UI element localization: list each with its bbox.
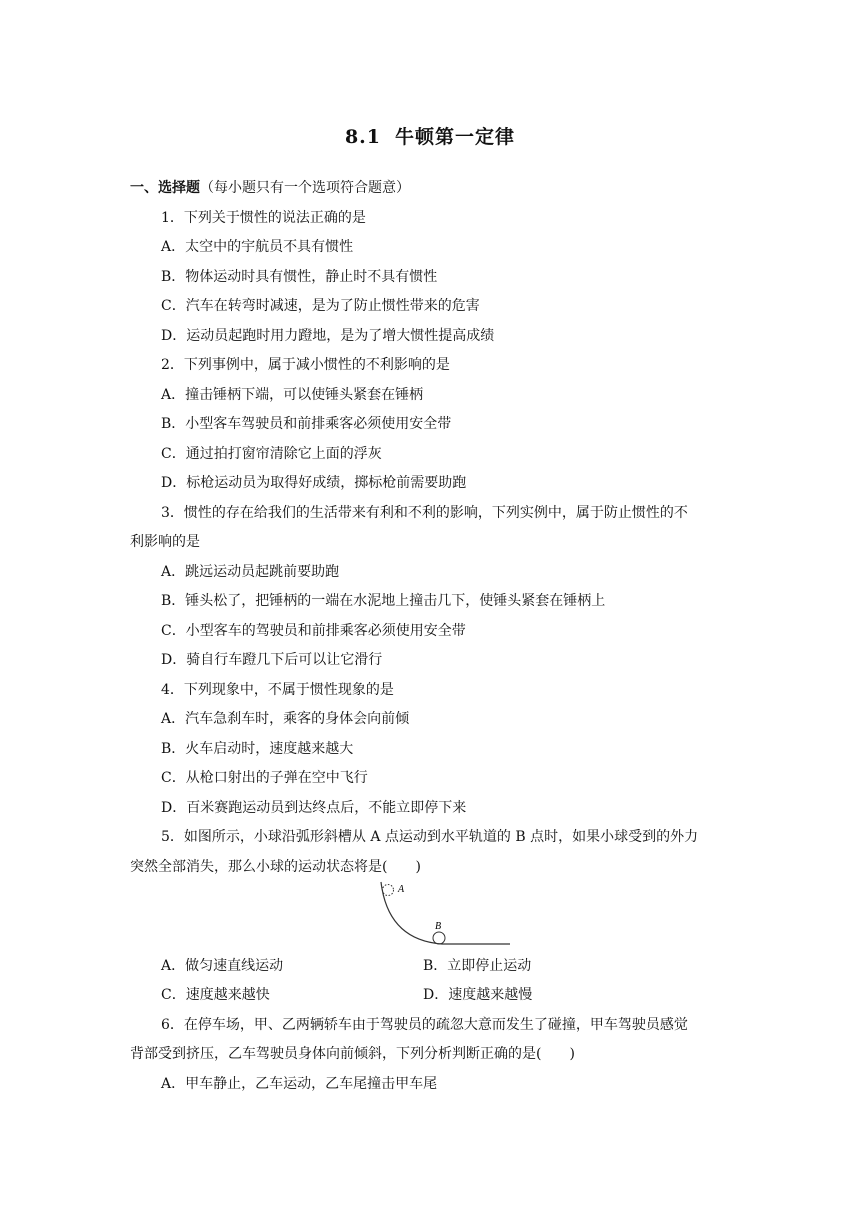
question-2-stem: 2．下列事例中，属于减小惯性的不利影响的是 <box>161 357 450 373</box>
question-1-option-a: A．太空中的宇航员不具有惯性 <box>161 239 354 255</box>
question-6-option-a: A．甲车静止，乙车运动，乙车尾撞击甲车尾 <box>161 1076 438 1092</box>
section-number: 8.1 <box>344 126 382 148</box>
question-3-option-a: A．跳远运动员起跳前要助跑 <box>161 564 340 580</box>
question-1-option-c: C．汽车在转弯时减速，是为了防止惯性带来的危害 <box>161 298 480 314</box>
question-2-option-b: B．小型客车驾驶员和前排乘客必须使用安全带 <box>161 416 452 432</box>
question-4-option-d: D．百米赛跑运动员到达终点后，不能立即停下来 <box>161 800 467 816</box>
ball-at-b <box>433 932 445 944</box>
question-5-option-c: C．速度越来越快 <box>161 987 270 1003</box>
question-1-option-d: D．运动员起跑时用力蹬地，是为了增大惯性提高成绩 <box>161 328 495 344</box>
question-2-option-d: D．标枪运动员为取得好成绩，掷标枪前需要助跑 <box>161 475 467 491</box>
section-label: 一、选择题 <box>130 180 200 196</box>
question-3-option-c: C．小型客车的驾驶员和前排乘客必须使用安全带 <box>161 623 466 639</box>
question-4-stem: 4．下列现象中，不属于惯性现象的是 <box>161 682 394 698</box>
question-6-stem-line-1: 6．在停车场，甲、乙两辆轿车由于驾驶员的疏忽大意而发生了碰撞，甲车驾驶员感觉 <box>161 1017 688 1033</box>
question-3-stem-line-1: 3．惯性的存在给我们的生活带来有利和不利的影响，下列实例中，属于防止惯性的不 <box>161 505 688 521</box>
ball-at-a <box>383 885 394 896</box>
question-2-option-c: C．通过拍打窗帘清除它上面的浮灰 <box>161 446 382 462</box>
question-5-option-a: A．做匀速直线运动 <box>161 958 284 974</box>
question-5-option-b: B．立即停止运动 <box>423 958 532 974</box>
question-5-option-d: D．速度越来越慢 <box>423 987 533 1003</box>
page-title <box>0 122 860 149</box>
point-a-label: A <box>398 884 405 895</box>
section-note: （每小题只有一个选项符合题意） <box>200 180 410 196</box>
question-4-option-a: A．汽车急刹车时，乘客的身体会向前倾 <box>161 711 410 727</box>
question-2-option-a: A．撞击锤柄下端，可以使锤头紧套在锤柄 <box>161 387 424 403</box>
question-3-option-d: D．骑自行车蹬几下后可以让它滑行 <box>161 652 383 668</box>
question-5-stem-line-1: 5．如图所示，小球沿弧形斜槽从 A 点运动到水平轨道的 B 点时，如果小球受到的外力 <box>161 829 699 845</box>
title-text: 牛顿第一定律 <box>395 126 516 148</box>
question-1-option-b: B．物体运动时具有惯性，静止时不具有惯性 <box>161 269 438 285</box>
question-5-stem-line-2: 突然全部消失，那么小球的运动状态将是( ) <box>130 859 421 875</box>
section-heading <box>130 178 410 198</box>
question-1-stem: 1．下列关于惯性的说法正确的是 <box>161 210 366 226</box>
point-b-label: B <box>435 921 442 932</box>
question-3-option-b: B．锤头松了，把锤柄的一端在水泥地上撞击几下，使锤头紧套在锤柄上 <box>161 593 606 609</box>
question-3-stem-line-2: 利影响的是 <box>130 534 200 550</box>
question-6-stem-line-2: 背部受到挤压，乙车驾驶员身体向前倾斜，下列分析判断正确的是( ) <box>130 1046 575 1062</box>
question-4-option-b: B．火车启动时，速度越来越大 <box>161 741 354 757</box>
ball-track-diagram <box>376 880 516 950</box>
question-4-option-c: C．从枪口射出的子弹在空中飞行 <box>161 770 368 786</box>
